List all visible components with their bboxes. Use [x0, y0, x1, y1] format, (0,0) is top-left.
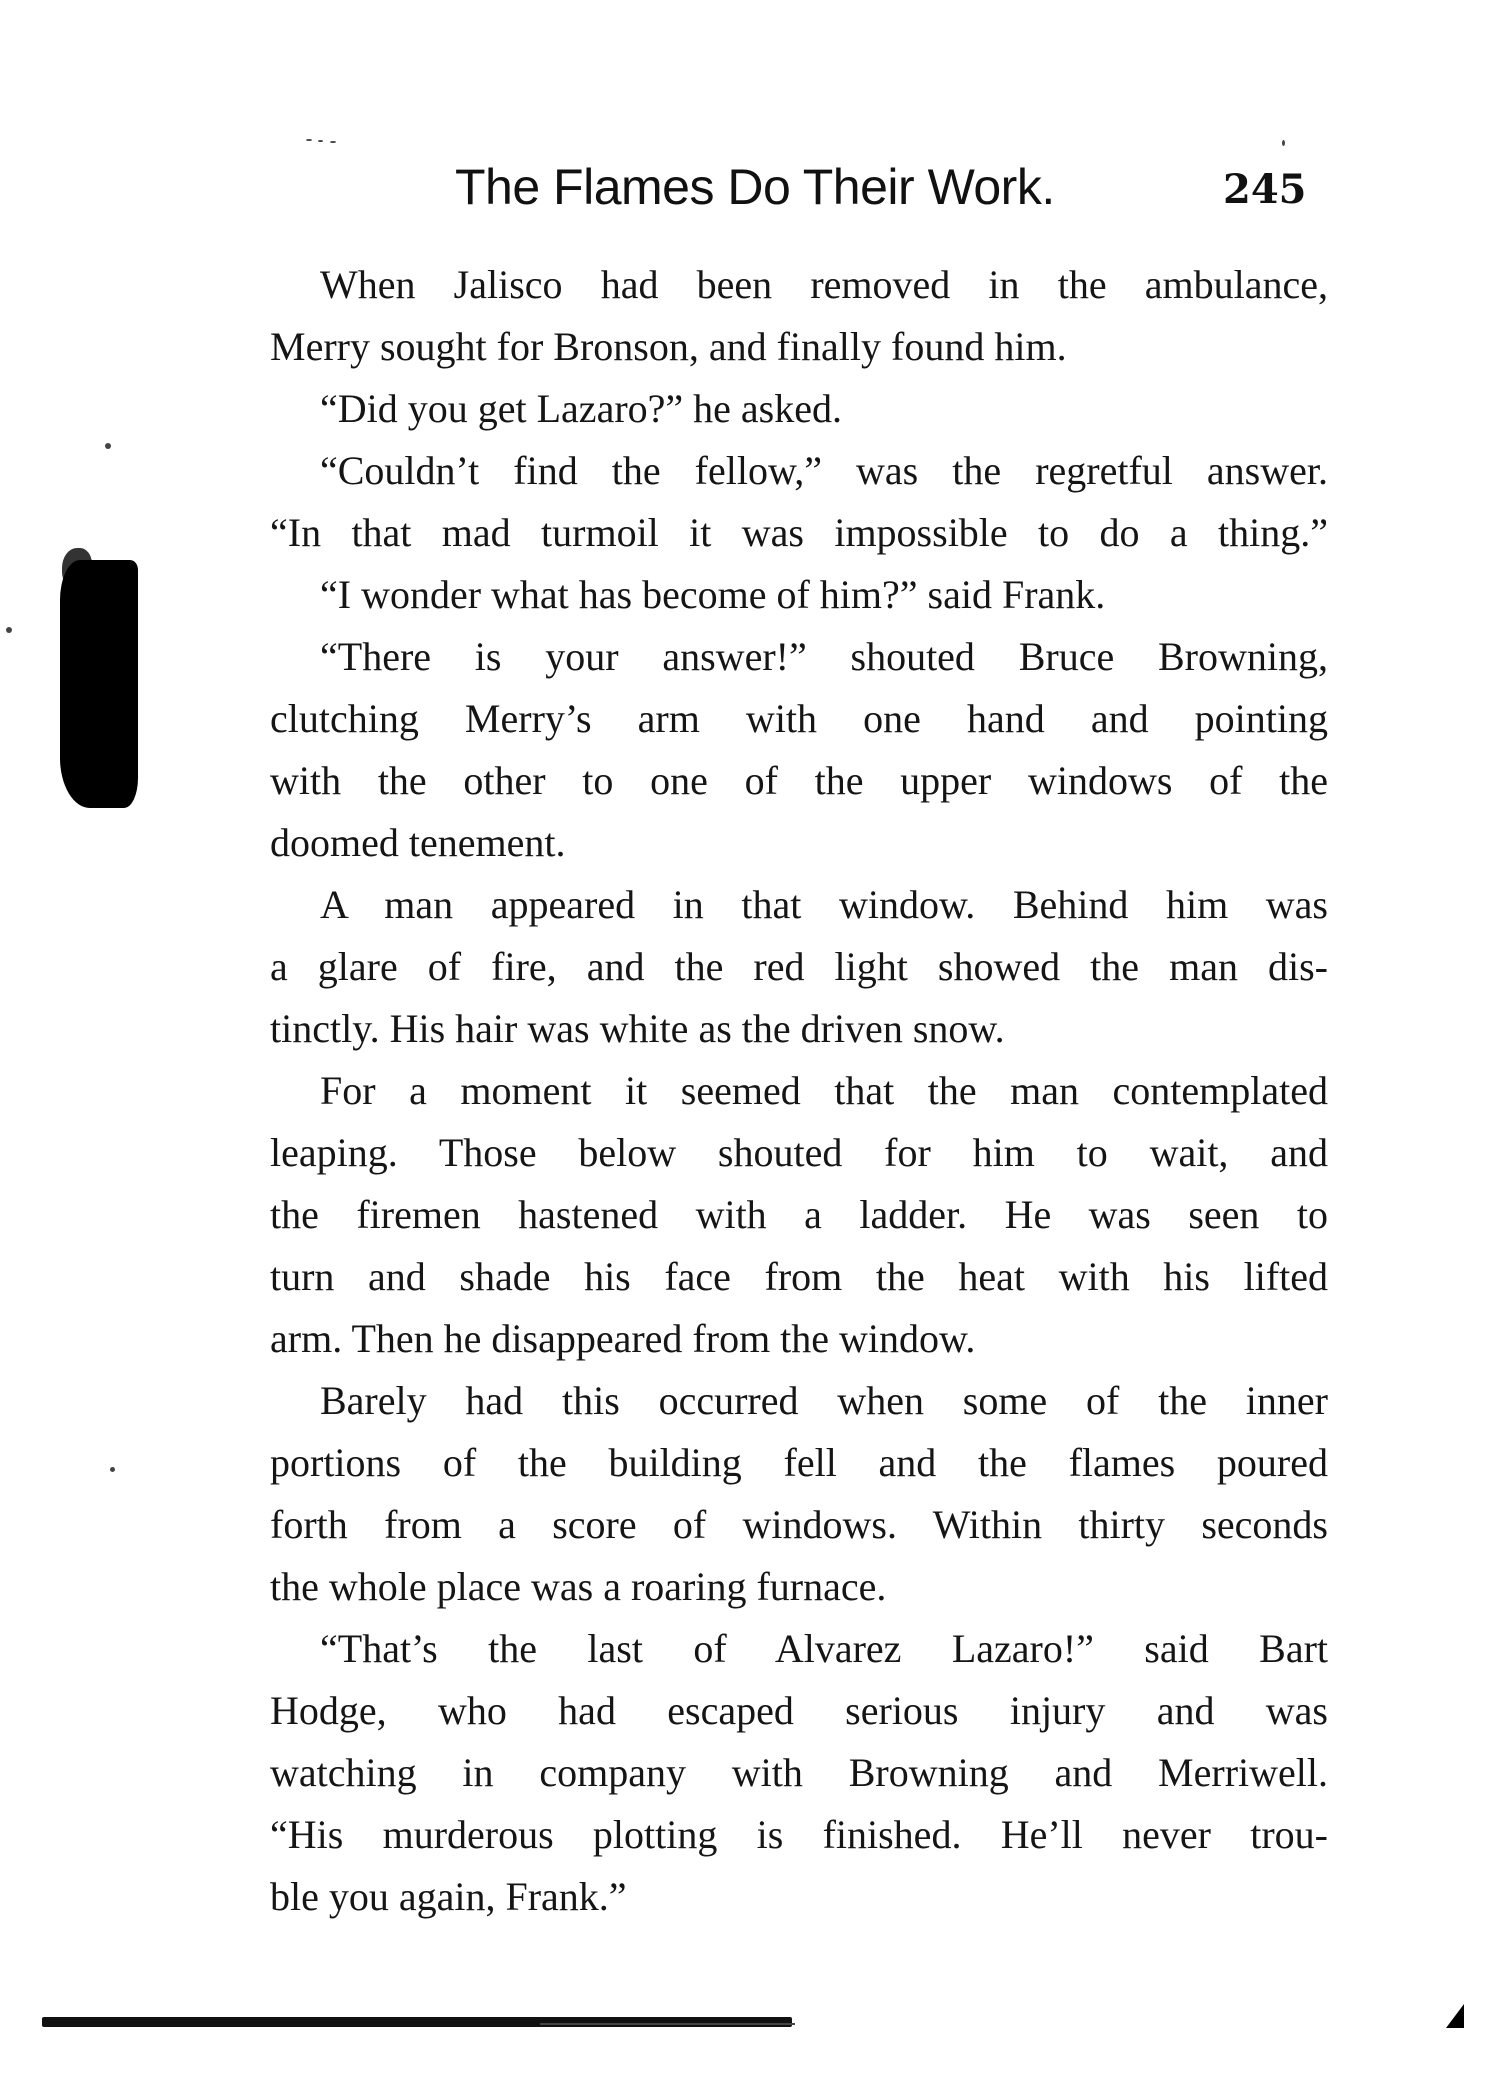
text-line: the whole place was a roaring furnace.	[270, 1564, 887, 1609]
margin-shadow	[60, 560, 138, 808]
text-line: A man appeared in that window. Behind him was	[320, 882, 1328, 927]
paragraph	[270, 626, 1328, 874]
text-line: “His murderous plotting is finished. He’ll never trou-	[270, 1812, 1328, 1857]
text-line: For a moment it seemed that the man contemplated	[320, 1068, 1328, 1113]
corner-mark	[1446, 2004, 1464, 2028]
text-line: Hodge, who had escaped serious injury and was	[270, 1688, 1328, 1733]
paragraph	[270, 564, 1328, 626]
text-line: Barely had this occurred when some of the inner	[320, 1378, 1328, 1423]
running-header	[455, 158, 1335, 228]
text-line: ble you again, Frank.”	[270, 1874, 627, 1919]
ink-speck	[330, 141, 336, 143]
text-line: with the other to one of the upper windows of the	[270, 758, 1328, 803]
text-line: forth from a score of windows. Within thirty seconds	[270, 1502, 1328, 1547]
text-line: the firemen hastened with a ladder. He was seen to	[270, 1192, 1328, 1237]
text-line: “There is your answer!” shouted Bruce Browning,	[320, 634, 1328, 679]
ink-speck	[1282, 140, 1285, 146]
paragraph	[270, 378, 1328, 440]
chapter-title: The Flames Do Their Work.	[455, 159, 1055, 215]
text-line: When Jalisco had been removed in the ambulance,	[320, 262, 1328, 307]
ink-speck	[6, 627, 12, 633]
text-line: portions of the building fell and the flames poured	[270, 1440, 1328, 1485]
text-line: clutching Merry’s arm with one hand and pointing	[270, 696, 1328, 741]
paragraph	[270, 1370, 1328, 1618]
text-line: “That’s the last of Alvarez Lazaro!” said Bart	[320, 1626, 1328, 1671]
text-line: “Did you get Lazaro?” he asked.	[320, 386, 842, 431]
ink-speck	[110, 1467, 115, 1472]
text-line: leaping. Those below shouted for him to wait, and	[270, 1130, 1328, 1175]
text-line: “I wonder what has become of him?” said Frank.	[320, 572, 1106, 617]
bottom-rule-tail	[540, 2023, 795, 2025]
paragraph	[270, 254, 1328, 378]
text-line: a glare of fire, and the red light showed the man dis-	[270, 944, 1328, 989]
ink-speck	[105, 443, 111, 449]
paragraph	[270, 440, 1328, 564]
text-line: turn and shade his face from the heat with his lifted	[270, 1254, 1328, 1299]
text-line: watching in company with Browning and Merriwell.	[270, 1750, 1328, 1795]
paragraph	[270, 1060, 1328, 1370]
paragraph	[270, 1618, 1328, 1928]
ink-speck	[306, 139, 312, 141]
text-line: tinctly. His hair was white as the driven snow.	[270, 1006, 1005, 1051]
paragraph	[270, 874, 1328, 1060]
page-number: 245	[1223, 166, 1307, 213]
text-line: “In that mad turmoil it was impossible to do a thing.”	[270, 510, 1328, 555]
text-line: arm. Then he disappeared from the window.	[270, 1316, 976, 1361]
text-line: “Couldn’t find the fellow,” was the regretful answer.	[320, 448, 1328, 493]
ink-speck	[318, 140, 323, 142]
text-line: doomed tenement.	[270, 820, 566, 865]
text-line: Merry sought for Bronson, and finally found him.	[270, 324, 1067, 369]
body-text	[270, 254, 1328, 1928]
bottom-rule	[42, 2017, 792, 2027]
